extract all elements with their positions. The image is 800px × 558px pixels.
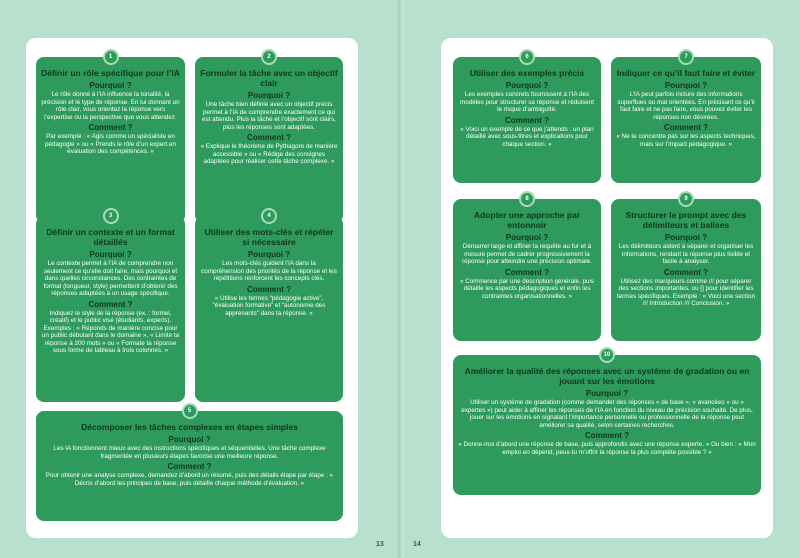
why-text: Les mots-clés guident l’IA dans la compréhension des priorités de la réponse et les répétitions renforcent les concepts clés. [201,260,337,282]
left-page-number: 13 [376,541,384,548]
why-heading: Pourquoi ? [664,81,708,90]
how-heading: Comment ? [247,284,291,294]
how-text: Par exemple : « Agis comme un spécialiste en pédagogie » ou « Prends le rôle d’un expert en évaluation des compétences. » [45,133,176,155]
why-heading: Pourquoi ? [89,250,132,259]
tip-title: Utiliser des exemples précis [469,68,585,78]
how-text: « Donne-moi d’abord une réponse de base, puis approfondis avec une réponse experte. » Ou bien : « Mon emploi en dépend, peux-tu m’offrir la réponse la plus complète possible ? » [458,441,756,456]
tip-card-7 [611,54,761,183]
tip-number-badge: 4 [261,208,277,224]
why-text: Une tâche bien définie avec un objectif précis permet à l’IA de comprendre exactement ce qui est attendu. Plus la tâche et l’objectif sont clairs, plus les réponses sont adaptées. [201,101,337,131]
how-heading: Comment ? [585,431,629,440]
how-heading: Comment ? [664,123,708,132]
tip-card-9 [611,196,761,341]
tip-title: Indiquer ce qu’il faut faire et éviter [616,68,756,78]
tip-number-badge: 7 [678,49,694,65]
tip-card-10 [453,352,761,495]
how-heading: Comment ? [167,462,212,471]
why-text: Utiliser un système de gradation (comme demander des réponses « de base », « avancées » ou « expertes ») peut aider à affiner les réponses de l’IA en fonction du niveau de précision souhaité. De plus, jouer sur les émotions en signalant l’importance personnelle ou professionnelle de la réponse peut améliorer sa qualité, selon certaines recherches. [461,399,753,429]
how-text: « Explique le théorème de Pythagore de manière accessible » ou « Rédige des consignes adaptées pour réaliser cette tâche complexe. » [200,143,338,165]
why-heading: Pourquoi ? [505,233,549,242]
how-text: « Utilise les termes “pédagogie active”, “évaluation formative” et “autonomie des apprenants” dans ta réponse. » [212,294,326,317]
why-heading: Pourquoi ? [89,81,132,90]
why-text: Les exemples concrets fournissent à l’IA des modèles pour structurer sa réponse et réduisent le risque d’ambiguïté. [459,91,595,113]
tip-title: Décomposer les tâches complexes en étapes simples [81,422,298,432]
how-heading: Comment ? [505,267,549,277]
tip-card-3 [36,213,185,402]
why-heading: Pourquoi ? [247,91,291,100]
why-text: Démarrer large et affiner la requête au fur et à mesure permet de cadrer progressivement la réponse pour atteindre une précision optimale. [462,243,592,265]
how-heading: Comment ? [88,123,133,132]
how-heading: Comment ? [247,133,291,142]
tip-title: Formuler la tâche avec un objectif clair [200,68,338,88]
tip-card-4 [195,213,343,402]
tip-title: Améliorer la qualité des réponses avec un système de gradation ou en jouant sur les émotions [464,366,750,386]
tip-number-badge: 2 [261,49,277,65]
how-heading: Comment ? [664,267,708,277]
how-text: « Voici un exemple de ce que j’attends : un plan détaillé avec sous-titres et explications pour chaque section. » [460,125,594,148]
tip-card-8 [453,196,601,341]
how-text: « Ne te concentre pas sur les aspects techniques, mais sur l’impact pédagogique. » [616,133,756,148]
how-text: « Commence par une description générale, puis détaille les aspects pédagogiques et enfin les contraintes organisationnelles. » [459,277,595,300]
why-text: Le rôle donné à l’IA influence la tonalité, la précision et le type de réponse. En lui donnant un rôle clair, vous orientez la réponse vers l’expertise ou la perspective que vous attendez. [41,91,180,121]
right-page-number: 14 [413,541,421,548]
why-heading: Pourquoi ? [247,250,291,259]
tip-number-badge: 8 [519,191,535,207]
tip-number-badge: 6 [519,49,535,65]
left-page [26,38,358,538]
tip-card-6 [453,54,601,183]
tip-number-badge: 5 [182,403,198,419]
tip-title: Structurer le prompt avec des délimiteurs et balises [625,210,747,230]
tip-number-badge: 9 [678,191,694,207]
why-heading: Pourquoi ? [505,81,549,90]
tip-number-badge: 3 [103,208,119,224]
why-text: L’IA peut parfois inclure des informations superflues ou mal orientées. En précisant ce qu’il faut faire et ne pas faire, vous pouvez éviter les réponses non désirées. [617,91,755,121]
book-spine [398,0,404,558]
tip-card-2 [195,54,343,223]
why-heading: Pourquoi ? [168,435,211,444]
why-heading: Pourquoi ? [664,233,708,242]
how-text: Utilisez des marqueurs comme /// pour séparer des sections importantes, ou [] pour identifier les termes spécifiques. Exemple : « Voici une section /// Introduction /// Conclusion. » [616,277,756,307]
why-text: Le contexte permet à l’IA de comprendre non seulement ce qu’elle doit faire, mais pourquoi et dans quelles circonstances. Des contraintes de format (longueur, style) permettent d’obtenir des réponses adaptées à un usage spécifique. [43,260,178,297]
tip-title: Définir un rôle spécifique pour l’IA [41,68,180,78]
why-text: Les délimiteurs aident à séparer et organiser les informations, rendant la réponse plus lisible et facile à analyser. [618,243,754,265]
tip-card-5 [36,408,343,521]
tip-number-badge: 10 [599,347,615,363]
how-text: Indiquez le style de la réponse (ex. : formel, créatif) et le public visé (étudiants, experts). Exemples : « Réponds de manière concise pour un public débutant dans le domaine », « Limite ta réponse à 200 mots » ou « Formate ta réponse sous forme de tableau à trois colonnes. » [41,309,180,354]
how-text: Pour obtenir une analyse complexe, demandez d’abord un résumé, puis des détails étape par étape : « Décris d’abord les principes de base, puis détaille chaque méthode d’évaluation. » [45,472,334,487]
tip-card-1 [36,54,185,223]
tip-number-badge: 1 [103,49,119,65]
tip-title: Utiliser des mots-clés et répéter si nécessaire [204,227,334,247]
how-heading: Comment ? [505,115,549,125]
how-heading: Comment ? [88,299,133,309]
tip-title: Définir un contexte et un format détaillés [46,227,175,247]
tip-title: Adopter une approche par entonnoir [473,210,581,230]
right-page [441,38,773,538]
why-heading: Pourquoi ? [585,389,629,398]
why-text: Les IA fonctionnent mieux avec des instructions spécifiques et séquentielles. Une tâche complexe fragmentée en plusieurs étapes favorise une meilleure réponse. [53,445,326,460]
